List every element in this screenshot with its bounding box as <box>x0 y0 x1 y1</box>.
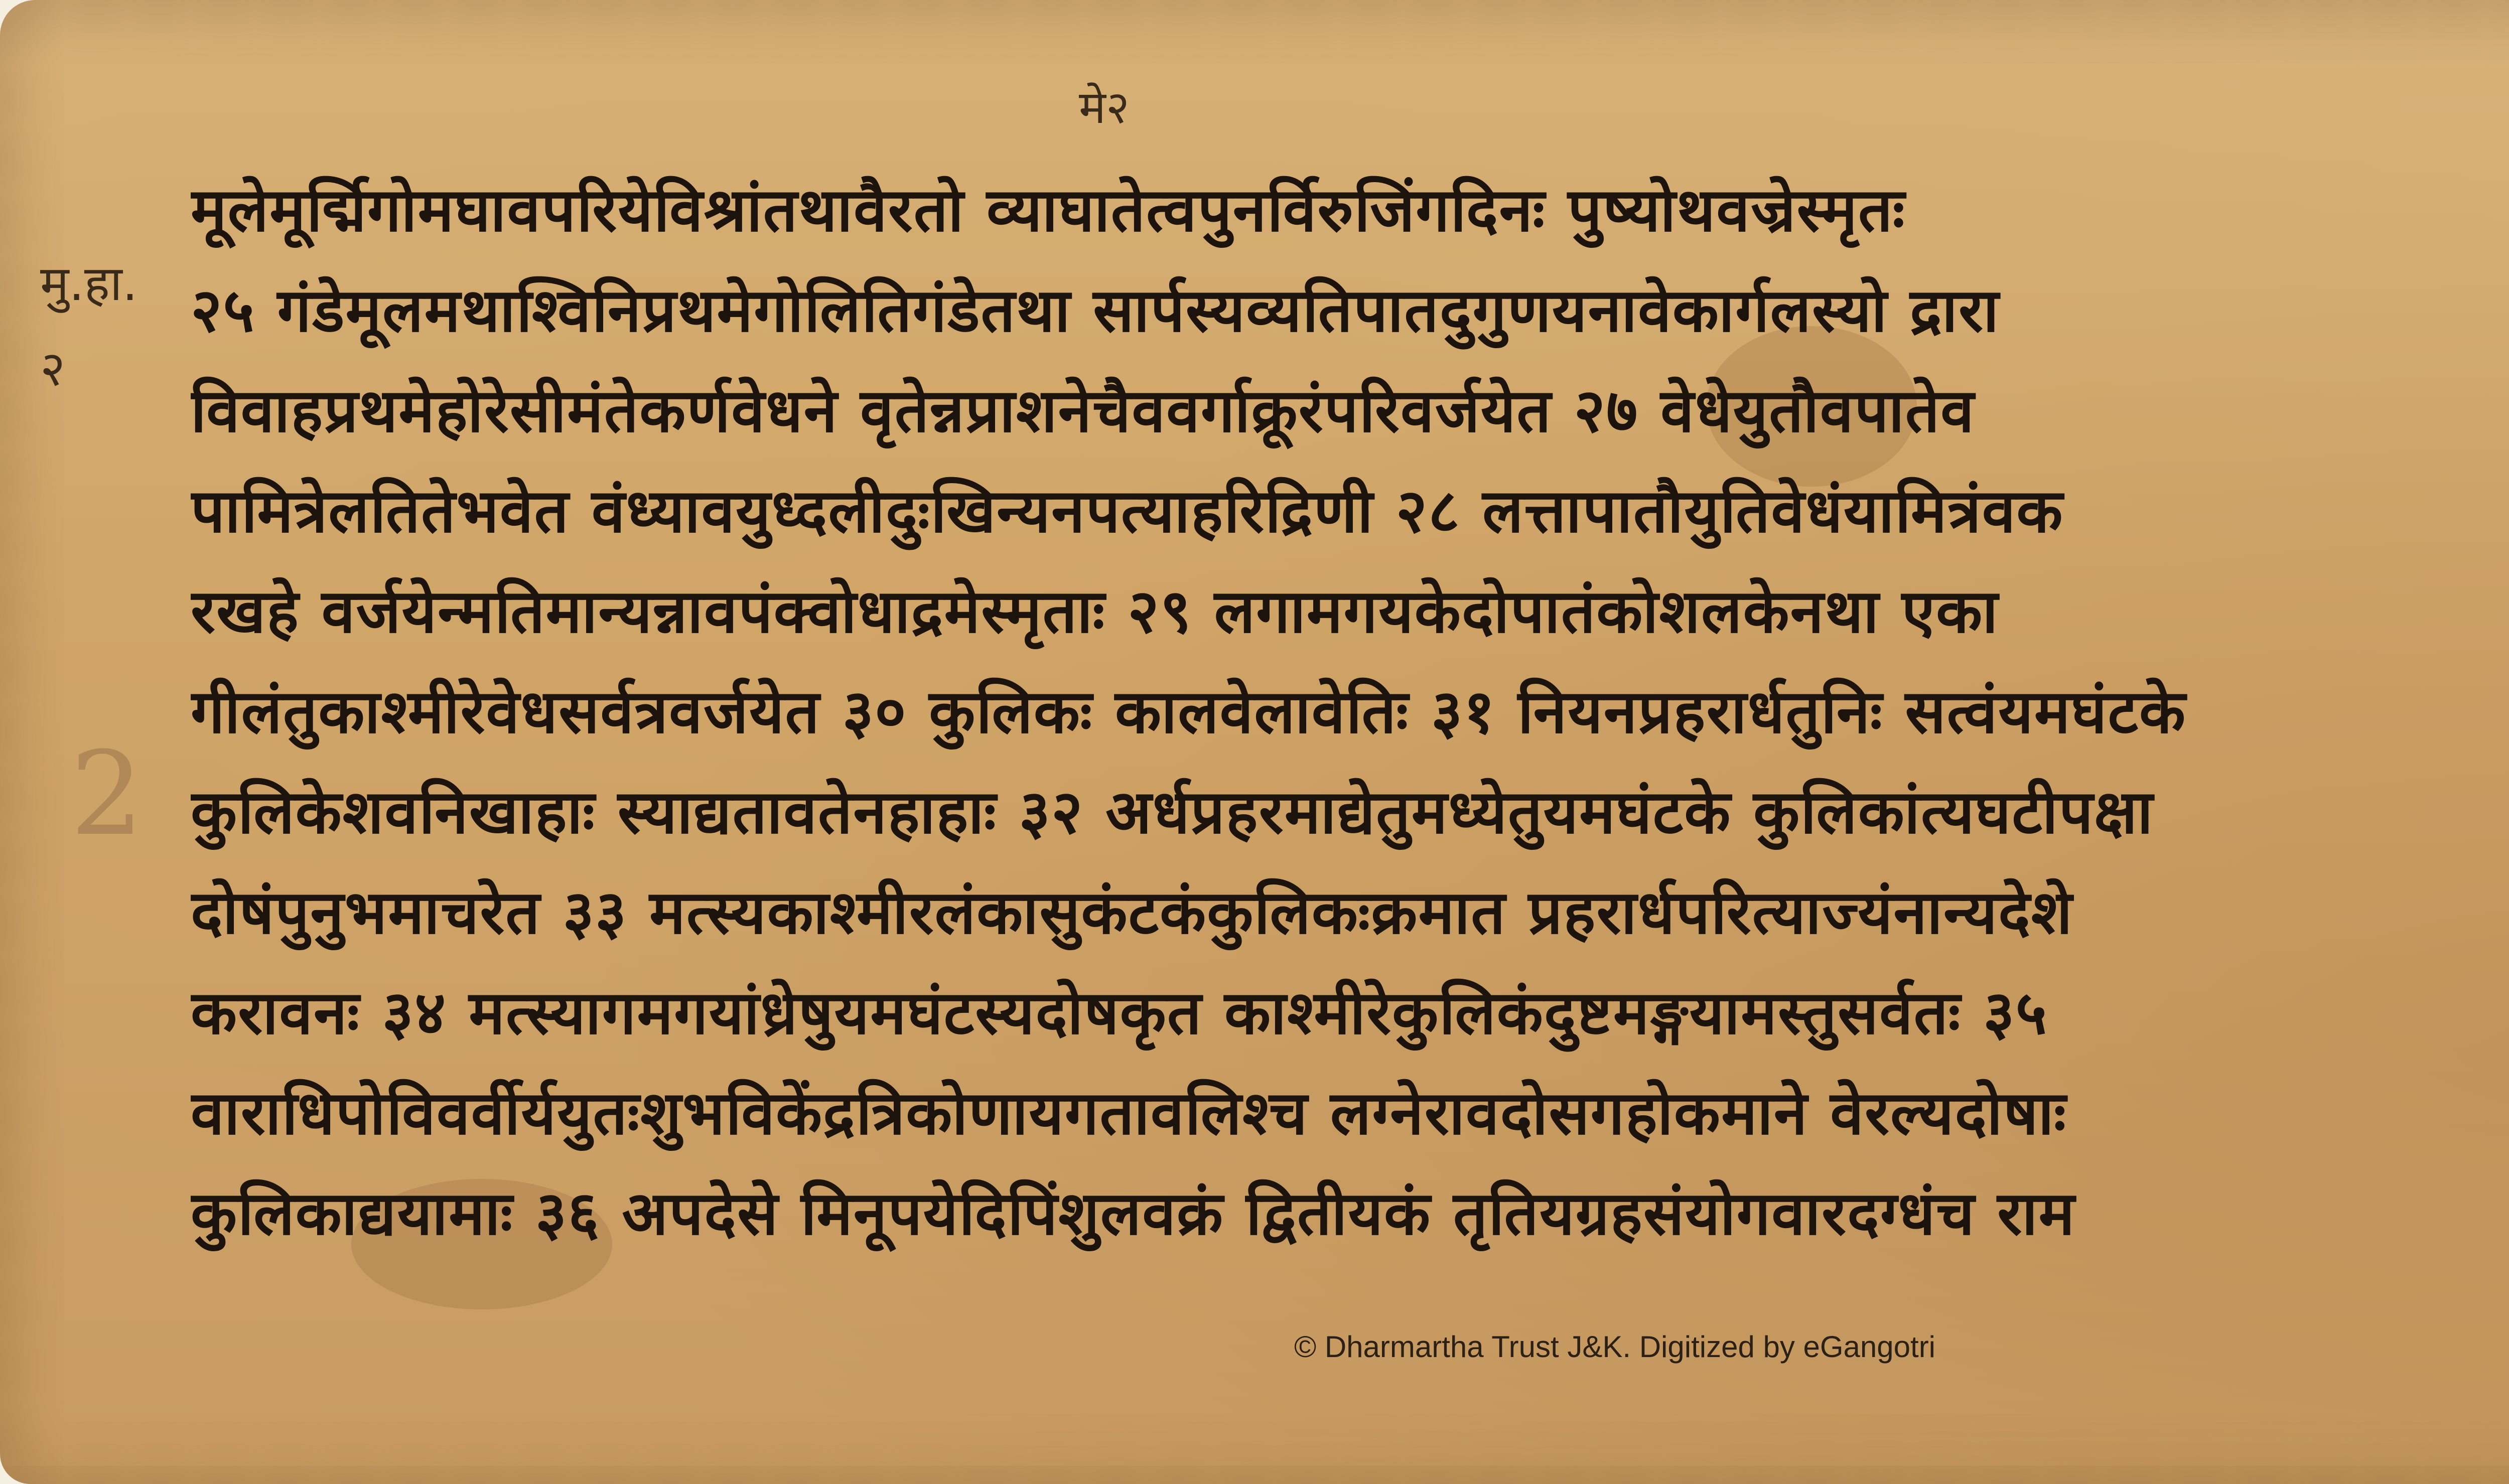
text-line: दोषंपुनुभमाचरेत ३३ मत्स्यकाश्मीरलंकासुकंटकंकुलिकःक्रमात प्रहरार्धपरित्याज्यंनान्यदेशे <box>191 878 2073 948</box>
folio-mark-top: मे२ <box>1079 81 1130 134</box>
text-line: करावनः ३४ मत्स्यागमगयांध्रेषुयमघंटस्यदोषकृत काश्मीरेकुलिकंदुष्टमङ्गयामस्तुसर्वतः ३५ <box>191 978 2048 1048</box>
text-line: पामित्रेलतितेभवेत वंध्यावयुध्दलीदुःखिन्यनपत्याहरिद्रिणी २८ लत्तापातौयुतिवेधंयामित्रंवक <box>191 477 2064 546</box>
text-line: रखहे वर्जयेन्मतिमान्यन्नावपंक्वोधाद्रमेस्मृताः २९ लगामगयकेदोपातंकोशलकेनथा एका <box>191 577 1999 647</box>
text-line: गीलंतुकाश्मीरेवेधसर्वत्रवर्जयेत ३० कुलिकः कालवेलावेतिः ३१ नियनप्रहरार्धतुनिः सत्वंयमघंटके <box>191 677 2187 747</box>
digitization-credit: © Dharmartha Trust J&K. Digitized by eGangotri <box>1294 1330 1936 1364</box>
margin-note-line: २ <box>40 341 65 397</box>
text-line: कुलिकाद्ययामाः ३६ अपदेसे मिनूपयेदिपिंशुलवक्रं द्वितीयकं तृतियग्रहसंयोगवारदग्धंच राम <box>191 1179 2076 1249</box>
text-line: कुलिकेशवनिखाहाः स्याद्यतावतेनहाहाः ३२ अर्धप्रहरमाद्येतुमध्येतुयमघंटके कुलिकांत्यघटीपक्षा <box>191 778 2154 847</box>
text-line: मूलेमूर्द्मिगोमघावपरियेविश्रांतथावैरतो व्याघातेत्वपुनर्विरुजिंगदिनः पुष्योथवज्रेस्मृतः <box>191 176 1906 245</box>
text-line: विवाहप्रथमेहोरेसीमंतेकर्णवेधने वृतेन्नप्राशनेचैववर्गाक्रूरंपरिवर्जयेत २७ वेधेयुतौवपातेव <box>191 376 1975 446</box>
text-line: २५ गंडेमूलमथाश्विनिप्रथमेगोलितिगंडेतथा सार्पस्यव्यतिपातदुगुणयनावेकार्गलस्यो द्रारा <box>191 276 2000 346</box>
text-line: वाराधिपोविवर्वीर्ययुतःशुभविकेंद्रत्रिकोणायगतावलिश्च लग्नेरावदोसगहोकमाने वेरल्यदोषाः <box>191 1079 2067 1148</box>
margin-note-line: मु.हा. <box>40 255 138 312</box>
faint-margin-number: 2 <box>70 727 144 861</box>
left-margin-note <box>40 241 137 411</box>
manuscript-text <box>191 161 2509 1264</box>
